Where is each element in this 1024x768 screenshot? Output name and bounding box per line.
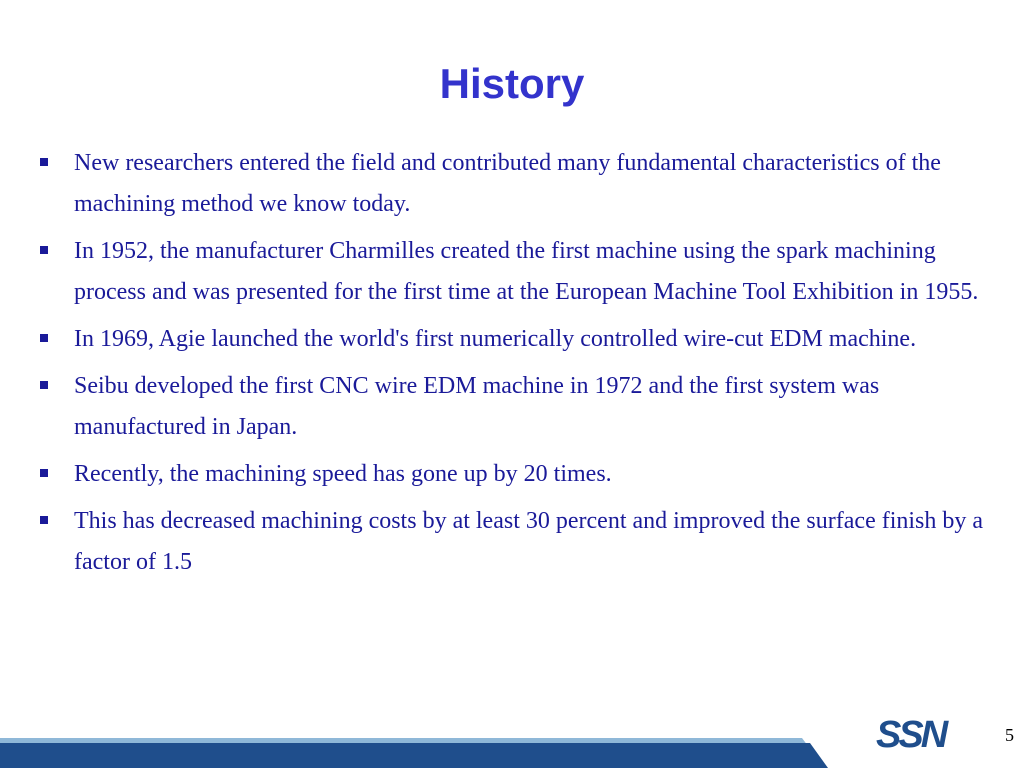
square-bullet-icon [40, 334, 48, 342]
slide-title: History [439, 60, 585, 107]
bullet-list [36, 143, 986, 589]
ssn-logo-icon [874, 714, 986, 752]
bullet-item [36, 143, 986, 225]
bullet-text: In 1952, the manufacturer Charmilles created the first machine using the spark machining process and was presented for the first time at the European Machine Tool Exhibition in 1955. [74, 238, 979, 305]
bullet-text: Seibu developed the first CNC wire EDM machine in 1972 and the first system was manufactured in Japan. [74, 373, 880, 440]
bullet-item [36, 231, 986, 313]
bullet-text: Recently, the machining speed has gone up by 20 times. [74, 461, 612, 487]
bullet-item [36, 366, 986, 448]
square-bullet-icon [40, 469, 48, 477]
bullet-text: New researchers entered the field and contributed many fundamental characteristics of the machining method we know today. [74, 150, 941, 217]
square-bullet-icon [40, 246, 48, 254]
square-bullet-icon [40, 381, 48, 389]
bullet-text: In 1969, Agie launched the world's first numerically controlled wire-cut EDM machine. [74, 326, 917, 352]
bullet-item [36, 319, 986, 360]
square-bullet-icon [40, 158, 48, 166]
bullet-item [36, 454, 986, 495]
bullet-text: This has decreased machining costs by at least 30 percent and improved the surface finish by a factor of 1.5 [74, 508, 984, 575]
page-number: 5 [1005, 725, 1014, 745]
footer-bar [0, 734, 1024, 768]
bullet-item [36, 501, 986, 583]
footer-dark-stripe [0, 743, 828, 768]
square-bullet-icon [40, 516, 48, 524]
logo-text: SSN [876, 714, 946, 752]
